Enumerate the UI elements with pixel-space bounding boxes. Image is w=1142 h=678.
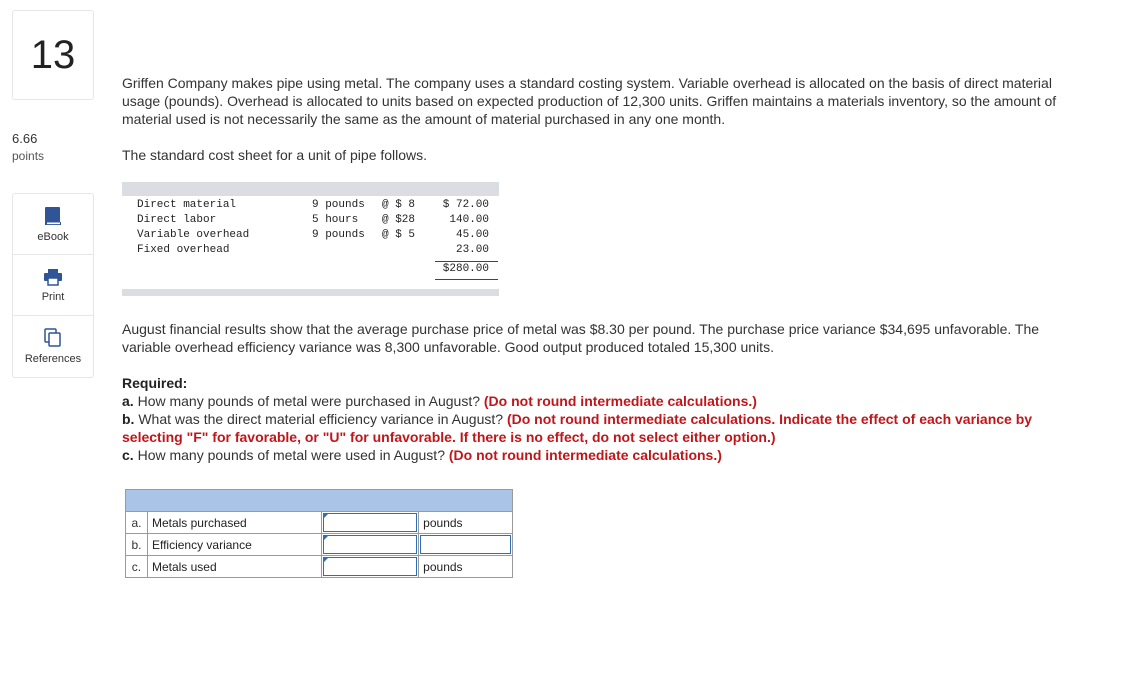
- required-c-note: (Do not round intermediate calculations.): [448, 447, 722, 463]
- cost-name: Variable overhead: [137, 229, 250, 241]
- required-a-prefix: a.: [122, 393, 134, 409]
- references-button[interactable]: [13, 316, 93, 377]
- required-b-note: (Do not round intermediate calculations. Indicate the effect of each variance by selecting "F" for favorable, or "U" for unfavorable. If there is no effect, do not select either option.): [122, 411, 1033, 445]
- august-results: August financial results show that the average purchase price of metal was $8.30 per pound. The purchase price variance $34,695 unfavorable. The variable overhead efficiency variance was 8,300 unfavorable. Good output produced totaled 15,300 units.: [122, 321, 1040, 355]
- ebook-button[interactable]: [13, 194, 93, 255]
- copy-icon: [44, 328, 62, 348]
- row-unit: pounds: [419, 556, 513, 578]
- cost-row: [122, 214, 499, 229]
- answer-table: [125, 489, 513, 578]
- cost-amount: $ 72.00: [442, 199, 489, 211]
- cost-rate: @ $28: [382, 214, 416, 226]
- subtotal-rule: [435, 261, 498, 262]
- cell-flag-icon: [323, 557, 329, 563]
- metals-purchased-cell: [321, 512, 419, 534]
- references-label: References: [24, 353, 82, 365]
- required-title: Required:: [122, 375, 188, 391]
- cost-sheet-header-bar: [122, 182, 499, 196]
- cost-name: Direct labor: [137, 214, 217, 226]
- standard-cost-intro: The standard cost sheet for a unit of pipe follows.: [122, 147, 428, 163]
- problem-intro: Griffen Company makes pipe using metal. The company uses a standard costing system. Variable overhead is allocated on the basis of direct material usage (pounds). Overhead is allocated to units based on expected production of 12,300 units. Griffen maintains a materials inventory, so the amount of material used is not necessarily the same as the amount of material purchased in any one month.: [122, 75, 1057, 127]
- cost-qty: 5 hours: [312, 214, 359, 226]
- cost-row: [122, 199, 499, 214]
- tools-panel: [12, 193, 94, 378]
- efficiency-variance-cell: [321, 534, 419, 556]
- cost-name: Fixed overhead: [137, 244, 230, 256]
- row-label: Metals purchased: [147, 512, 321, 534]
- cost-rate: @ $ 8: [382, 199, 416, 211]
- required-a-text: How many pounds of metal were purchased in August?: [133, 393, 484, 409]
- cost-total: $280.00: [442, 263, 489, 275]
- cost-amount: 140.00: [449, 214, 489, 226]
- cost-total-row: [122, 263, 499, 278]
- required-section: [122, 374, 1062, 464]
- book-icon: [44, 206, 62, 226]
- points-value: 6.66: [12, 131, 38, 146]
- required-a: [122, 392, 1062, 410]
- row-letter: b.: [126, 534, 148, 556]
- answer-row: [126, 556, 513, 578]
- cost-rate: @ $ 5: [382, 229, 416, 241]
- required-b-prefix: b.: [122, 411, 135, 427]
- total-rule: [435, 279, 498, 280]
- cost-name: Direct material: [137, 199, 237, 211]
- ebook-label: eBook: [37, 230, 69, 243]
- required-b-text: What was the direct material efficiency variance in August?: [134, 411, 507, 427]
- answer-header-cell: [126, 490, 513, 512]
- cost-qty: 9 pounds: [312, 229, 365, 241]
- cell-flag-icon: [323, 535, 329, 541]
- variance-effect-cell: [419, 534, 513, 556]
- printer-icon: [43, 268, 63, 286]
- cost-amount: 23.00: [455, 244, 489, 256]
- row-letter: c.: [126, 556, 148, 578]
- required-c: [122, 446, 1062, 464]
- cell-flag-icon: [323, 513, 329, 519]
- answer-row: [126, 534, 513, 556]
- question-number: 13: [12, 10, 94, 100]
- print-button[interactable]: [13, 255, 93, 316]
- required-b: [122, 410, 1062, 446]
- row-label: Metals used: [147, 556, 321, 578]
- points-label: points: [12, 149, 45, 163]
- required-a-note: (Do not round intermediate calculations.): [483, 393, 757, 409]
- metals-purchased-input[interactable]: [323, 513, 418, 532]
- required-c-text: How many pounds of metal were used in August?: [133, 447, 449, 463]
- metals-used-input[interactable]: [323, 557, 418, 576]
- required-c-prefix: c.: [122, 447, 134, 463]
- cost-sheet-footer-bar: [122, 289, 499, 296]
- metals-used-cell: [321, 556, 419, 578]
- row-letter: a.: [126, 512, 148, 534]
- row-label: Efficiency variance: [147, 534, 321, 556]
- cost-qty: 9 pounds: [312, 199, 365, 211]
- print-label: Print: [41, 290, 65, 303]
- variance-effect-select[interactable]: [420, 535, 511, 554]
- cost-row: [122, 244, 499, 259]
- answer-table-header: [126, 490, 513, 512]
- standard-cost-sheet: [122, 182, 499, 297]
- cost-row: [122, 229, 499, 244]
- row-unit: pounds: [419, 512, 513, 534]
- answer-row: [126, 512, 513, 534]
- efficiency-variance-input[interactable]: [323, 535, 418, 554]
- cost-amount: 45.00: [455, 229, 489, 241]
